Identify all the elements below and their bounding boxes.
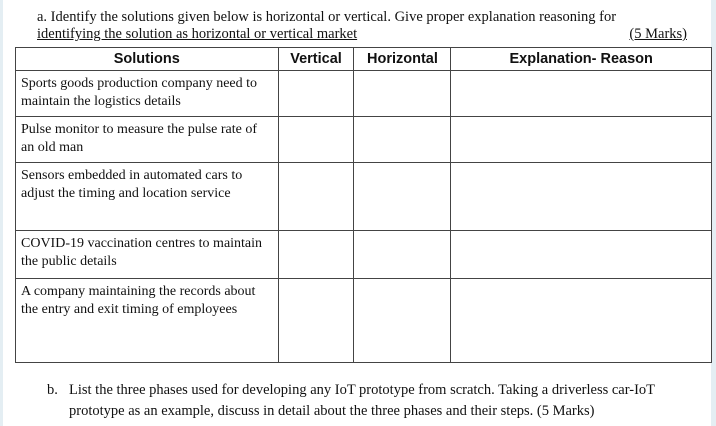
question-b-text: List the three phases used for developing any IoT prototype from scratch. Taking a driverless car-IoT prototype as an example, discuss in detail about the three phases and their steps. (5 Marks) (69, 382, 655, 419)
table-row (16, 231, 712, 279)
horizontal-cell[interactable] (354, 231, 451, 279)
horizontal-cell[interactable] (354, 163, 451, 231)
document-page (3, 0, 711, 426)
table-row (16, 279, 712, 363)
header-solutions: Solutions (16, 48, 279, 71)
solution-cell: Pulse monitor to measure the pulse rate of an old man (16, 117, 279, 163)
solution-cell: A company maintaining the records about the entry and exit timing of employees (16, 279, 279, 363)
explanation-cell[interactable] (451, 279, 712, 363)
table-row (16, 117, 712, 163)
table-header-row (16, 48, 712, 71)
solution-cell: Sensors embedded in automated cars to adjust the timing and location service (16, 163, 279, 231)
horizontal-cell[interactable] (354, 71, 451, 117)
header-vertical: Vertical (278, 48, 354, 71)
header-explanation: Explanation- Reason (451, 48, 712, 71)
vertical-cell[interactable] (278, 117, 354, 163)
question-a-line2: identifying the solution as horizontal or vertical market (37, 26, 358, 42)
header-horizontal: Horizontal (354, 48, 451, 71)
table-row (16, 163, 712, 231)
explanation-cell[interactable] (451, 117, 712, 163)
horizontal-cell[interactable] (354, 117, 451, 163)
explanation-cell[interactable] (451, 231, 712, 279)
vertical-cell[interactable] (278, 279, 354, 363)
question-a-line1: a. Identify the solutions given below is horizontal or vertical. Give proper explanation reasoning for (37, 9, 617, 25)
explanation-cell[interactable] (451, 163, 712, 231)
question-b-letter: b. (47, 382, 58, 398)
horizontal-cell[interactable] (354, 279, 451, 363)
vertical-cell[interactable] (278, 163, 354, 231)
solution-cell: Sports goods production company need to maintain the logistics details (16, 71, 279, 117)
vertical-cell[interactable] (278, 231, 354, 279)
table-row (16, 71, 712, 117)
question-b (47, 380, 707, 422)
question-a-marks: (5 Marks) (629, 26, 687, 42)
explanation-cell[interactable] (451, 71, 712, 117)
solutions-table (15, 47, 712, 363)
solution-cell: COVID-19 vaccination centres to maintain the public details (16, 231, 279, 279)
question-a (37, 9, 687, 43)
vertical-cell[interactable] (278, 71, 354, 117)
